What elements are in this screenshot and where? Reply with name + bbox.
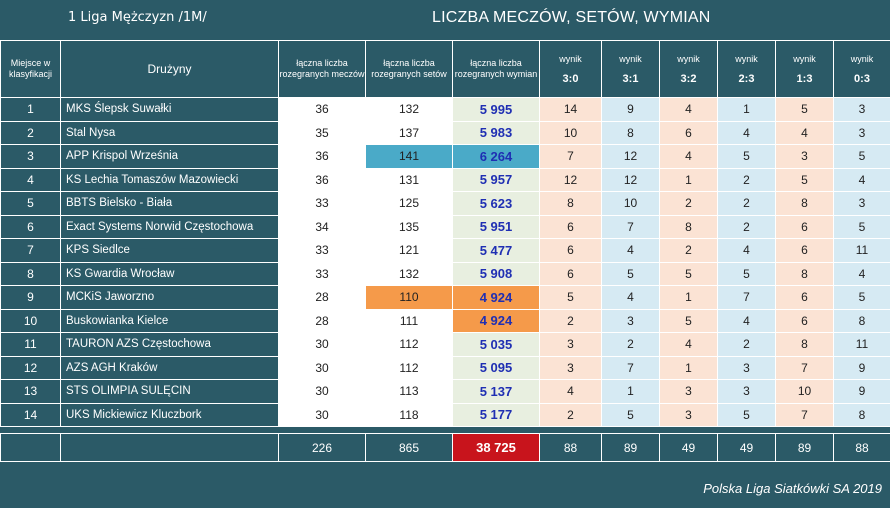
row-result-0-3: 5: [834, 145, 890, 169]
row-result-3-2: 5: [660, 309, 718, 333]
row-result-3-2: 8: [660, 215, 718, 239]
row-position: 9: [1, 286, 61, 310]
row-team: KPS Siedlce: [61, 239, 279, 263]
row-result-0-3: 5: [834, 215, 890, 239]
row-position: 12: [1, 356, 61, 380]
total-sets: 865: [366, 434, 453, 462]
row-result-3-0: 6: [540, 262, 602, 286]
row-exchanges: 5 137: [453, 380, 540, 404]
row-result-2-3: 5: [718, 262, 776, 286]
matches-header: łączna liczba rozegranych meczów: [279, 41, 366, 98]
total-result-2-3: 49: [718, 434, 776, 462]
row-position: 14: [1, 403, 61, 427]
row-team: UKS Mickiewicz Kluczbork: [61, 403, 279, 427]
row-result-3-0: 10: [540, 121, 602, 145]
row-matches: 30: [279, 403, 366, 427]
row-sets-min: 110: [366, 286, 453, 310]
row-result-0-3: 3: [834, 192, 890, 216]
row-result-3-0: 6: [540, 215, 602, 239]
row-matches: 33: [279, 239, 366, 263]
row-result-2-3: 3: [718, 380, 776, 404]
page-title: LICZBA MECZÓW, SETÓW, WYMIAN: [432, 9, 711, 26]
total-result-3-1: 89: [602, 434, 660, 462]
row-result-1-3: 6: [776, 239, 834, 263]
spacer-cell: [1, 427, 890, 434]
row-team: Exact Systems Norwid Częstochowa: [61, 215, 279, 239]
row-result-0-3: 3: [834, 98, 890, 122]
row-result-3-0: 5: [540, 286, 602, 310]
row-matches: 36: [279, 98, 366, 122]
place-header: Miejsce w klasyfikacji: [1, 41, 61, 98]
row-result-3-1: 7: [602, 215, 660, 239]
row-matches: 36: [279, 145, 366, 169]
table-row: [1, 98, 890, 122]
row-result-2-3: 4: [718, 121, 776, 145]
row-result-1-3: 7: [776, 403, 834, 427]
row-result-3-0: 12: [540, 168, 602, 192]
row-result-1-3: 6: [776, 286, 834, 310]
table-row: [1, 286, 890, 310]
row-team: STS OLIMPIA SULĘCIN: [61, 380, 279, 404]
row-team: Stal Nysa: [61, 121, 279, 145]
total-exchanges: 38 725: [453, 434, 540, 462]
row-result-3-0: 6: [540, 239, 602, 263]
row-result-3-2: 4: [660, 333, 718, 357]
table-row: [1, 239, 890, 263]
result-header-3-1: wynik 3:1: [602, 41, 660, 98]
row-result-3-1: 8: [602, 121, 660, 145]
row-result-3-0: 3: [540, 356, 602, 380]
row-result-3-0: 14: [540, 98, 602, 122]
row-exchanges-min: 4 924: [453, 286, 540, 310]
row-exchanges: 5 983: [453, 121, 540, 145]
row-exchanges: 5 035: [453, 333, 540, 357]
row-result-1-3: 6: [776, 215, 834, 239]
row-result-3-2: 1: [660, 356, 718, 380]
row-result-3-0: 8: [540, 192, 602, 216]
header-row: [1, 41, 890, 98]
table-row: [1, 309, 890, 333]
row-sets: 132: [366, 262, 453, 286]
row-team: Buskowianka Kielce: [61, 309, 279, 333]
row-result-2-3: 2: [718, 215, 776, 239]
row-result-3-2: 3: [660, 403, 718, 427]
row-matches: 36: [279, 168, 366, 192]
row-result-2-3: 4: [718, 309, 776, 333]
row-result-0-3: 4: [834, 168, 890, 192]
result-header-0-3: wynik 0:3: [834, 41, 890, 98]
row-result-3-1: 5: [602, 403, 660, 427]
total-result-3-0: 88: [540, 434, 602, 462]
row-result-2-3: 4: [718, 239, 776, 263]
row-result-3-1: 10: [602, 192, 660, 216]
row-result-3-1: 12: [602, 145, 660, 169]
row-team: MCKiS Jaworzno: [61, 286, 279, 310]
row-result-2-3: 2: [718, 192, 776, 216]
row-result-0-3: 11: [834, 239, 890, 263]
row-result-3-2: 1: [660, 286, 718, 310]
row-matches: 33: [279, 262, 366, 286]
row-result-1-3: 5: [776, 168, 834, 192]
row-sets: 113: [366, 380, 453, 404]
row-sets: 132: [366, 98, 453, 122]
row-result-1-3: 5: [776, 98, 834, 122]
row-exchanges: 5 908: [453, 262, 540, 286]
table-row: [1, 333, 890, 357]
row-result-3-2: 4: [660, 145, 718, 169]
row-position: 7: [1, 239, 61, 263]
row-exchanges: 5 957: [453, 168, 540, 192]
row-result-3-1: 7: [602, 356, 660, 380]
table-row: [1, 380, 890, 404]
row-result-3-0: 4: [540, 380, 602, 404]
row-sets: 111: [366, 309, 453, 333]
table-row: [1, 215, 890, 239]
row-result-3-2: 2: [660, 239, 718, 263]
row-result-3-2: 1: [660, 168, 718, 192]
row-exchanges-min: 4 924: [453, 309, 540, 333]
row-result-0-3: 5: [834, 286, 890, 310]
result-header-3-0: wynik 3:0: [540, 41, 602, 98]
total-result-0-3: 88: [834, 434, 890, 462]
row-team: APP Krispol Września: [61, 145, 279, 169]
table-row: [1, 403, 890, 427]
row-team: MKS Ślepsk Suwałki: [61, 98, 279, 122]
table-row: [1, 192, 890, 216]
exchanges-header: łączna liczba rozegranych wymian: [453, 41, 540, 98]
table-row: [1, 121, 890, 145]
row-sets: 137: [366, 121, 453, 145]
row-result-1-3: 8: [776, 192, 834, 216]
result-header-1-3: wynik 1:3: [776, 41, 834, 98]
sets-header: łączna liczba rozegranych setów: [366, 41, 453, 98]
row-sets: 112: [366, 356, 453, 380]
row-team: TAURON AZS Częstochowa: [61, 333, 279, 357]
row-result-3-0: 3: [540, 333, 602, 357]
row-result-3-2: 2: [660, 192, 718, 216]
team-header: Drużyny: [61, 41, 279, 98]
row-position: 2: [1, 121, 61, 145]
row-team: KS Lechia Tomaszów Mazowiecki: [61, 168, 279, 192]
row-result-1-3: 8: [776, 333, 834, 357]
row-matches: 28: [279, 286, 366, 310]
stats-table: [0, 40, 890, 462]
row-exchanges: 5 995: [453, 98, 540, 122]
row-result-3-1: 9: [602, 98, 660, 122]
row-matches: 33: [279, 192, 366, 216]
row-result-0-3: 8: [834, 309, 890, 333]
row-position: 8: [1, 262, 61, 286]
result-header-2-3: wynik 2:3: [718, 41, 776, 98]
spacer-row: [1, 427, 890, 434]
row-result-3-1: 5: [602, 262, 660, 286]
row-exchanges: 5 177: [453, 403, 540, 427]
row-sets: 131: [366, 168, 453, 192]
league-title: 1 Liga Mężczyzn /1M/: [68, 10, 207, 25]
table-row: [1, 145, 890, 169]
row-team: KS Gwardia Wrocław: [61, 262, 279, 286]
row-sets: 135: [366, 215, 453, 239]
row-result-2-3: 3: [718, 356, 776, 380]
row-result-3-1: 12: [602, 168, 660, 192]
row-result-1-3: 3: [776, 145, 834, 169]
row-result-1-3: 10: [776, 380, 834, 404]
table-row: [1, 356, 890, 380]
row-result-0-3: 8: [834, 403, 890, 427]
table-row: [1, 168, 890, 192]
row-team: AZS AGH Kraków: [61, 356, 279, 380]
totals-team-blank: [61, 434, 279, 462]
row-result-3-1: 4: [602, 239, 660, 263]
total-result-3-2: 49: [660, 434, 718, 462]
totals-position-blank: [1, 434, 61, 462]
totals-row: [1, 434, 890, 462]
row-position: 13: [1, 380, 61, 404]
row-position: 4: [1, 168, 61, 192]
footer-credit: Polska Liga Siatkówki SA 2019: [703, 481, 882, 496]
row-result-3-0: 2: [540, 309, 602, 333]
row-matches: 28: [279, 309, 366, 333]
row-result-2-3: 2: [718, 333, 776, 357]
row-result-2-3: 7: [718, 286, 776, 310]
row-result-0-3: 11: [834, 333, 890, 357]
row-result-3-2: 4: [660, 98, 718, 122]
row-result-3-1: 1: [602, 380, 660, 404]
row-position: 10: [1, 309, 61, 333]
row-matches: 30: [279, 380, 366, 404]
row-result-1-3: 4: [776, 121, 834, 145]
total-result-1-3: 89: [776, 434, 834, 462]
row-position: 11: [1, 333, 61, 357]
row-matches: 30: [279, 333, 366, 357]
row-result-2-3: 5: [718, 403, 776, 427]
row-result-3-1: 4: [602, 286, 660, 310]
row-result-1-3: 6: [776, 309, 834, 333]
row-result-0-3: 9: [834, 380, 890, 404]
row-sets: 121: [366, 239, 453, 263]
row-team: BBTS Bielsko - Biała: [61, 192, 279, 216]
row-matches: 34: [279, 215, 366, 239]
row-result-0-3: 9: [834, 356, 890, 380]
row-result-1-3: 8: [776, 262, 834, 286]
row-result-3-0: 2: [540, 403, 602, 427]
total-matches: 226: [279, 434, 366, 462]
table-row: [1, 262, 890, 286]
row-result-2-3: 2: [718, 168, 776, 192]
row-exchanges: 5 095: [453, 356, 540, 380]
row-result-2-3: 1: [718, 98, 776, 122]
row-matches: 35: [279, 121, 366, 145]
row-matches: 30: [279, 356, 366, 380]
row-exchanges: 5 477: [453, 239, 540, 263]
row-sets: 125: [366, 192, 453, 216]
row-result-3-1: 2: [602, 333, 660, 357]
row-exchanges-max: 6 264: [453, 145, 540, 169]
row-sets: 118: [366, 403, 453, 427]
row-sets: 112: [366, 333, 453, 357]
row-result-0-3: 4: [834, 262, 890, 286]
row-result-3-2: 5: [660, 262, 718, 286]
row-position: 1: [1, 98, 61, 122]
row-result-3-0: 7: [540, 145, 602, 169]
result-header-3-2: wynik 3:2: [660, 41, 718, 98]
row-position: 5: [1, 192, 61, 216]
row-result-3-1: 3: [602, 309, 660, 333]
row-position: 3: [1, 145, 61, 169]
row-result-1-3: 7: [776, 356, 834, 380]
row-result-3-2: 3: [660, 380, 718, 404]
row-position: 6: [1, 215, 61, 239]
row-exchanges: 5 623: [453, 192, 540, 216]
row-result-0-3: 3: [834, 121, 890, 145]
row-sets-max: 141: [366, 145, 453, 169]
row-result-2-3: 5: [718, 145, 776, 169]
row-result-3-2: 6: [660, 121, 718, 145]
row-exchanges: 5 951: [453, 215, 540, 239]
